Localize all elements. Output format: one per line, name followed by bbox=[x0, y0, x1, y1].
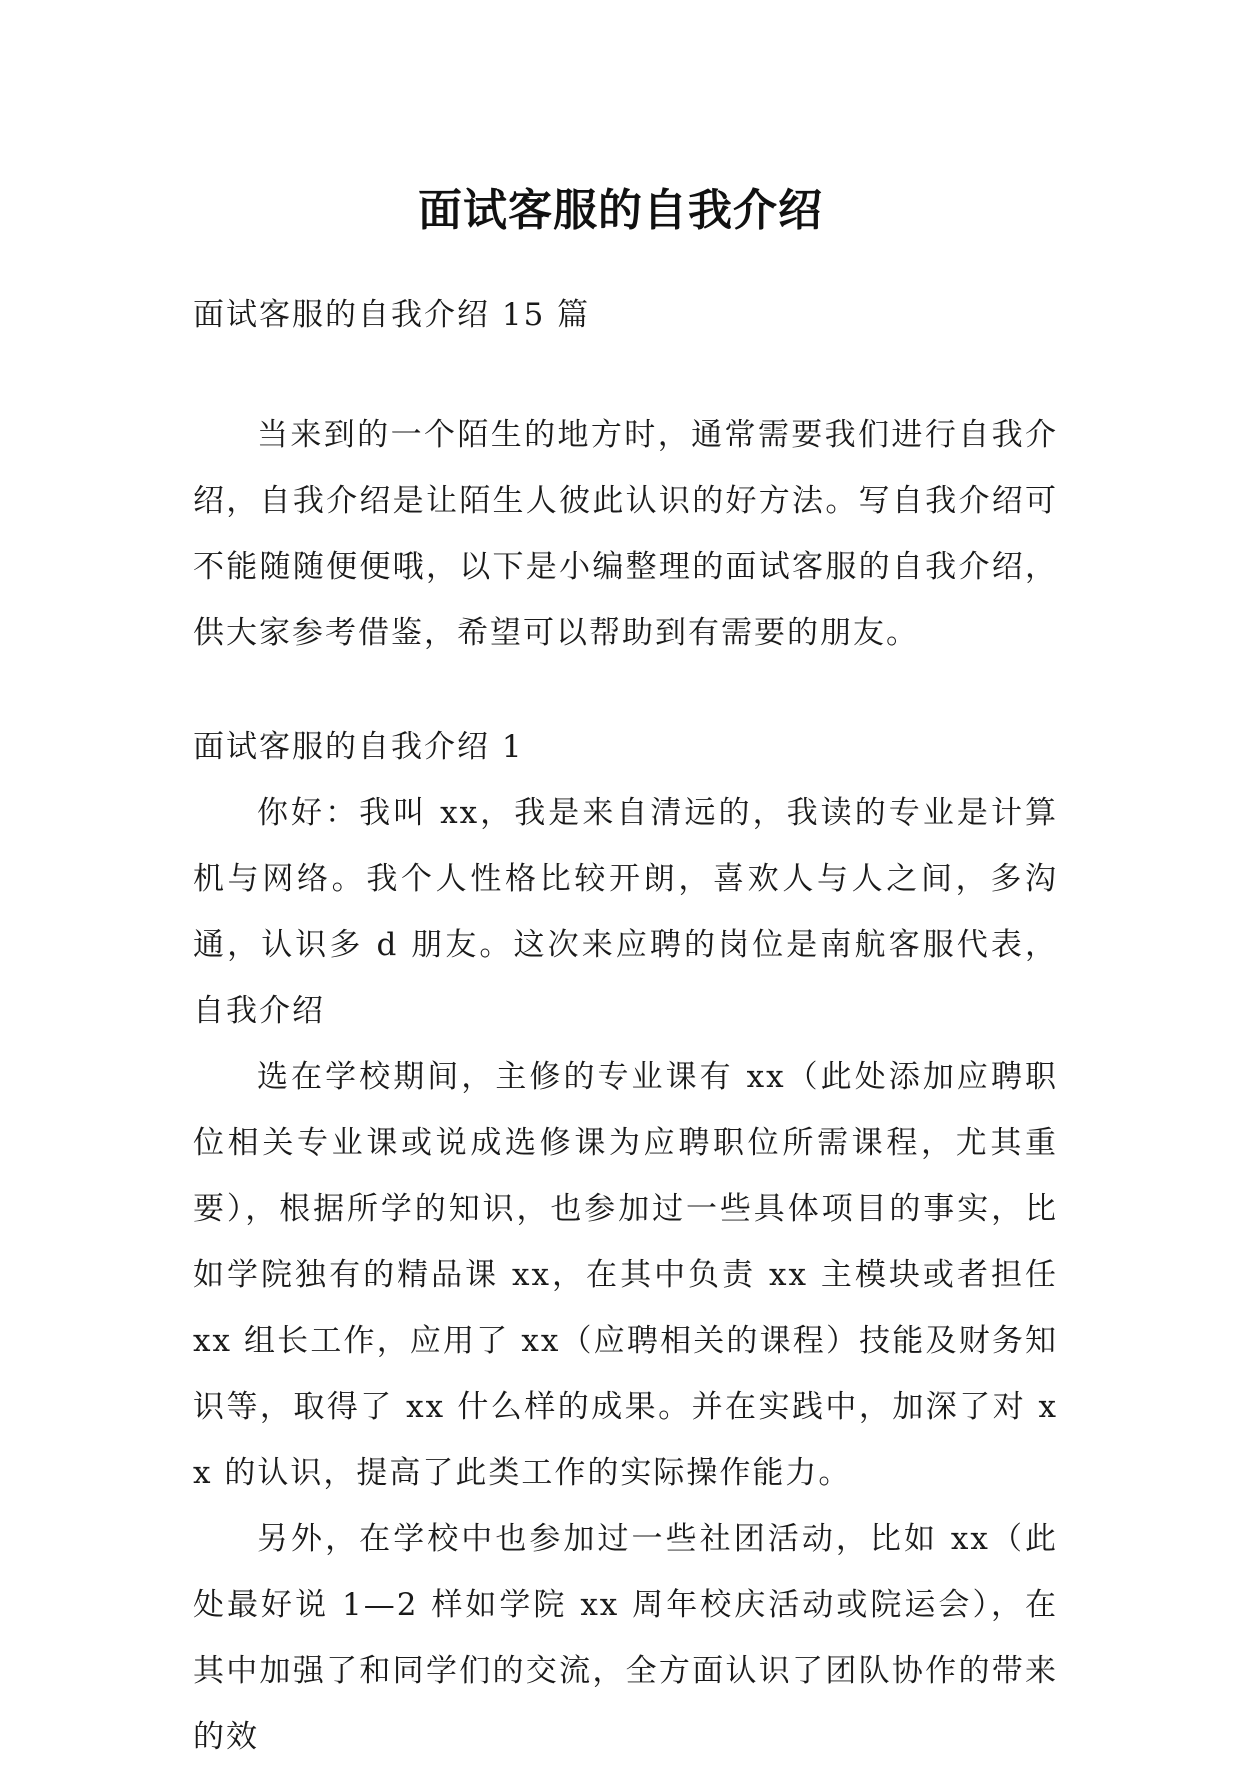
document-body bbox=[193, 282, 1058, 1770]
document-subtitle: 面试客服的自我介绍 15 篇 bbox=[193, 297, 591, 333]
intro-paragraph: 当来到的一个陌生的地方时，通常需要我们进行自我介绍，自我介绍是让陌生人彼此认识的好方法。写自我介绍可不能随随便便哦，以下是小编整理的面试客服的自我介绍，供大家参考借鉴，希望可以帮助到有需要的朋友。 bbox=[193, 417, 1058, 651]
body-paragraph: 另外，在学校中也参加过一些社团活动，比如 xx（此处最好说 1—2 样如学院 xx 周年校庆活动或院运会），在其中加强了和同学们的交流，全方面认识了团队协作的带来的效 bbox=[193, 1521, 1058, 1755]
section-heading: 面试客服的自我介绍 1 bbox=[193, 729, 524, 765]
document-title: 面试客服的自我介绍 bbox=[418, 185, 823, 237]
body-paragraph: 你好：我叫 xx，我是来自清远的，我读的专业是计算机与网络。我个人性格比较开朗，喜欢人与人之间，多沟通，认识多 d 朋友。这次来应聘的岗位是南航客服代表，自我介绍 bbox=[193, 795, 1058, 1029]
body-paragraph: 选在学校期间，主修的专业课有 xx（此处添加应聘职位相关专业课或说成选修课为应聘职位所需课程，尤其重要），根据所学的知识，也参加过一些具体项目的事实，比如学院独有的精品课 xx，在其中负责 xx 主模块或者担任 xx 组长工作，应用了 xx（应聘相关的课程）技能及财务知识等，取得了 xx 什么样的成果。并在实践中，加深了对 xx 的认识，提高了此类工作的实际操作能力。 bbox=[193, 1059, 1058, 1491]
